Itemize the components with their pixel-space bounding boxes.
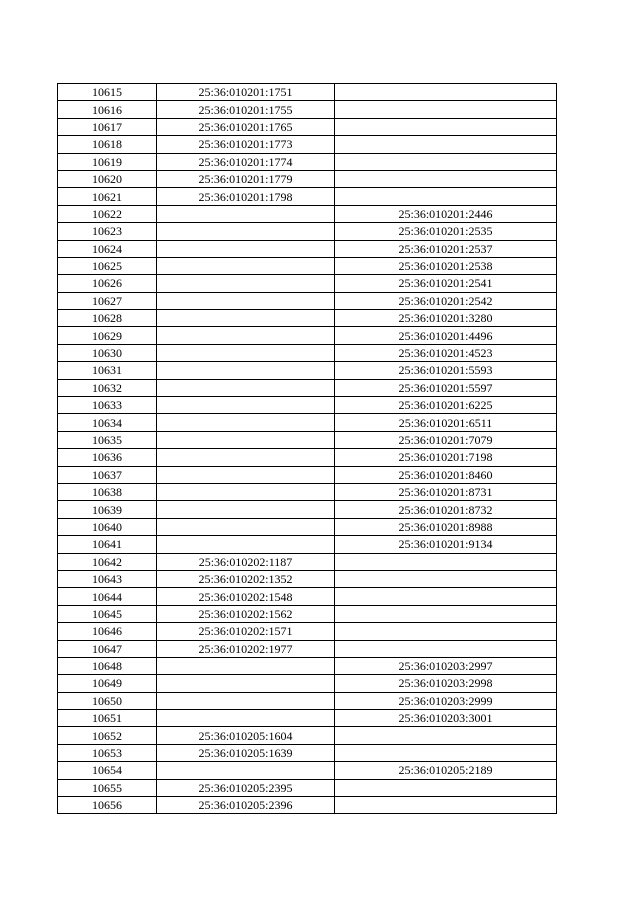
cadastral-number-cell-left — [157, 327, 335, 344]
cadastral-number-cell-right: 25:36:010201:6511 — [335, 414, 557, 431]
cadastral-number-cell-left — [157, 483, 335, 500]
cadastral-number-cell-left — [157, 205, 335, 222]
cadastral-number-cell-right: 25:36:010201:8988 — [335, 518, 557, 535]
row-number-cell: 10627 — [58, 292, 157, 309]
row-number-cell: 10654 — [58, 762, 157, 779]
cadastral-number-cell-left — [157, 379, 335, 396]
cadastral-number-cell-left — [157, 536, 335, 553]
row-number-cell: 10629 — [58, 327, 157, 344]
table-row — [58, 101, 557, 118]
row-number-cell: 10617 — [58, 118, 157, 135]
cadastral-number-cell-right: 25:36:010201:9134 — [335, 536, 557, 553]
cadastral-number-cell-left — [157, 223, 335, 240]
cadastral-number-cell-left: 25:36:010205:1604 — [157, 727, 335, 744]
table-row — [58, 449, 557, 466]
row-number-cell: 10619 — [58, 153, 157, 170]
row-number-cell: 10651 — [58, 710, 157, 727]
cadastral-number-cell-left — [157, 657, 335, 674]
cadastral-number-cell-left — [157, 518, 335, 535]
table-row — [58, 153, 557, 170]
cadastral-number-cell-right: 25:36:010201:2542 — [335, 292, 557, 309]
row-number-cell: 10648 — [58, 657, 157, 674]
cadastral-number-cell-left: 25:36:010205:2396 — [157, 797, 335, 814]
row-number-cell: 10616 — [58, 101, 157, 118]
cadastral-number-cell-left: 25:36:010202:1562 — [157, 605, 335, 622]
cadastral-number-cell-right — [335, 623, 557, 640]
table-row — [58, 136, 557, 153]
row-number-cell: 10655 — [58, 779, 157, 796]
row-number-cell: 10623 — [58, 223, 157, 240]
cadastral-number-cell-left: 25:36:010205:1639 — [157, 744, 335, 761]
cadastral-number-cell-right — [335, 570, 557, 587]
cadastral-number-cell-left — [157, 414, 335, 431]
table-row — [58, 675, 557, 692]
cadastral-number-cell-left — [157, 431, 335, 448]
cadastral-number-cell-right: 25:36:010201:2541 — [335, 275, 557, 292]
cadastral-number-cell-right: 25:36:010201:2446 — [335, 205, 557, 222]
cadastral-number-cell-right: 25:36:010201:8731 — [335, 483, 557, 500]
table-row — [58, 483, 557, 500]
table-row — [58, 84, 557, 101]
cadastral-number-cell-left: 25:36:010201:1765 — [157, 118, 335, 135]
cadastral-number-cell-left: 25:36:010201:1773 — [157, 136, 335, 153]
row-number-cell: 10649 — [58, 675, 157, 692]
row-number-cell: 10615 — [58, 84, 157, 101]
cadastral-number-cell-right: 25:36:010203:2998 — [335, 675, 557, 692]
table-row — [58, 779, 557, 796]
cadastral-number-cell-right: 25:36:010201:5597 — [335, 379, 557, 396]
cadastral-number-cell-right — [335, 84, 557, 101]
table-row — [58, 536, 557, 553]
row-number-cell: 10625 — [58, 257, 157, 274]
cadastral-number-cell-right — [335, 188, 557, 205]
row-number-cell: 10639 — [58, 501, 157, 518]
table-row — [58, 518, 557, 535]
table-row — [58, 692, 557, 709]
cadastral-number-cell-left — [157, 362, 335, 379]
table-row — [58, 605, 557, 622]
table-row — [58, 744, 557, 761]
cadastral-number-cell-right: 25:36:010201:7198 — [335, 449, 557, 466]
cadastral-number-cell-left: 25:36:010202:1977 — [157, 640, 335, 657]
cadastral-number-cell-right: 25:36:010201:2535 — [335, 223, 557, 240]
cadastral-number-cell-left — [157, 692, 335, 709]
cadastral-number-cell-right — [335, 640, 557, 657]
table-row — [58, 414, 557, 431]
cadastral-number-cell-right: 25:36:010203:2999 — [335, 692, 557, 709]
cadastral-number-cell-left — [157, 275, 335, 292]
cadastral-number-cell-right: 25:36:010201:2537 — [335, 240, 557, 257]
row-number-cell: 10624 — [58, 240, 157, 257]
cadastral-number-cell-right — [335, 744, 557, 761]
cadastral-number-cell-left: 25:36:010202:1571 — [157, 623, 335, 640]
table-row — [58, 657, 557, 674]
table-row — [58, 797, 557, 814]
cadastral-number-cell-right: 25:36:010203:2997 — [335, 657, 557, 674]
row-number-cell: 10652 — [58, 727, 157, 744]
cadastral-number-cell-right — [335, 101, 557, 118]
cadastral-number-cell-right — [335, 779, 557, 796]
cadastral-number-cell-left — [157, 310, 335, 327]
cadastral-number-cell-left — [157, 257, 335, 274]
cadastral-number-cell-right: 25:36:010201:8460 — [335, 466, 557, 483]
table-body — [58, 84, 557, 814]
cadastral-number-cell-left — [157, 675, 335, 692]
cadastral-number-cell-right: 25:36:010201:8732 — [335, 501, 557, 518]
cadastral-number-cell-left — [157, 466, 335, 483]
row-number-cell: 10641 — [58, 536, 157, 553]
table-row — [58, 223, 557, 240]
table-row — [58, 310, 557, 327]
row-number-cell: 10618 — [58, 136, 157, 153]
table-row — [58, 640, 557, 657]
table-row — [58, 588, 557, 605]
row-number-cell: 10620 — [58, 170, 157, 187]
cadastral-number-cell-right: 25:36:010201:5593 — [335, 362, 557, 379]
cadastral-number-cell-left — [157, 292, 335, 309]
cadastral-number-cell-left: 25:36:010205:2395 — [157, 779, 335, 796]
row-number-cell: 10633 — [58, 397, 157, 414]
cadastral-number-cell-left: 25:36:010201:1751 — [157, 84, 335, 101]
row-number-cell: 10644 — [58, 588, 157, 605]
cadastral-number-cell-left — [157, 762, 335, 779]
cadastral-number-cell-right: 25:36:010201:7079 — [335, 431, 557, 448]
table-row — [58, 170, 557, 187]
row-number-cell: 10636 — [58, 449, 157, 466]
cadastral-number-cell-right: 25:36:010201:3280 — [335, 310, 557, 327]
cadastral-number-cell-left: 25:36:010202:1187 — [157, 553, 335, 570]
table-row — [58, 275, 557, 292]
cadastral-number-cell-left: 25:36:010201:1774 — [157, 153, 335, 170]
table-row — [58, 727, 557, 744]
table-row — [58, 257, 557, 274]
cadastral-number-cell-left — [157, 397, 335, 414]
cadastral-number-cell-left — [157, 710, 335, 727]
cadastral-number-cell-left: 25:36:010201:1779 — [157, 170, 335, 187]
cadastral-number-cell-right: 25:36:010201:4496 — [335, 327, 557, 344]
table-row — [58, 710, 557, 727]
cadastral-number-cell-left: 25:36:010201:1798 — [157, 188, 335, 205]
table-row — [58, 762, 557, 779]
cadastral-number-cell-right — [335, 605, 557, 622]
table-row — [58, 292, 557, 309]
cadastral-number-cell-left: 25:36:010202:1352 — [157, 570, 335, 587]
cadastral-number-table — [57, 83, 557, 814]
row-number-cell: 10635 — [58, 431, 157, 448]
row-number-cell: 10640 — [58, 518, 157, 535]
table-row — [58, 623, 557, 640]
cadastral-number-cell-left — [157, 240, 335, 257]
row-number-cell: 10637 — [58, 466, 157, 483]
table-row — [58, 466, 557, 483]
cadastral-number-cell-right — [335, 136, 557, 153]
row-number-cell: 10634 — [58, 414, 157, 431]
row-number-cell: 10632 — [58, 379, 157, 396]
row-number-cell: 10647 — [58, 640, 157, 657]
row-number-cell: 10622 — [58, 205, 157, 222]
cadastral-number-cell-right — [335, 588, 557, 605]
cadastral-number-cell-left: 25:36:010202:1548 — [157, 588, 335, 605]
cadastral-number-cell-right — [335, 153, 557, 170]
cadastral-number-cell-left — [157, 344, 335, 361]
cadastral-number-cell-right — [335, 727, 557, 744]
cadastral-number-cell-right: 25:36:010201:4523 — [335, 344, 557, 361]
row-number-cell: 10642 — [58, 553, 157, 570]
cadastral-number-cell-left — [157, 501, 335, 518]
row-number-cell: 10628 — [58, 310, 157, 327]
row-number-cell: 10621 — [58, 188, 157, 205]
cadastral-number-cell-right: 25:36:010203:3001 — [335, 710, 557, 727]
row-number-cell: 10653 — [58, 744, 157, 761]
cadastral-number-cell-left: 25:36:010201:1755 — [157, 101, 335, 118]
table-row — [58, 570, 557, 587]
table-row — [58, 431, 557, 448]
cadastral-number-cell-left — [157, 449, 335, 466]
cadastral-number-cell-right: 25:36:010205:2189 — [335, 762, 557, 779]
cadastral-number-cell-right: 25:36:010201:2538 — [335, 257, 557, 274]
cadastral-number-cell-right: 25:36:010201:6225 — [335, 397, 557, 414]
table-row — [58, 397, 557, 414]
row-number-cell: 10631 — [58, 362, 157, 379]
table-row — [58, 240, 557, 257]
row-number-cell: 10643 — [58, 570, 157, 587]
row-number-cell: 10630 — [58, 344, 157, 361]
cadastral-number-cell-right — [335, 553, 557, 570]
row-number-cell: 10656 — [58, 797, 157, 814]
row-number-cell: 10626 — [58, 275, 157, 292]
row-number-cell: 10638 — [58, 483, 157, 500]
table-row — [58, 205, 557, 222]
table-row — [58, 553, 557, 570]
table-row — [58, 501, 557, 518]
row-number-cell: 10650 — [58, 692, 157, 709]
table-row — [58, 362, 557, 379]
table-row — [58, 344, 557, 361]
table-row — [58, 118, 557, 135]
row-number-cell: 10646 — [58, 623, 157, 640]
table-row — [58, 327, 557, 344]
row-number-cell: 10645 — [58, 605, 157, 622]
table-row — [58, 379, 557, 396]
cadastral-number-cell-right — [335, 118, 557, 135]
cadastral-number-cell-right — [335, 170, 557, 187]
cadastral-number-cell-right — [335, 797, 557, 814]
table-row — [58, 188, 557, 205]
